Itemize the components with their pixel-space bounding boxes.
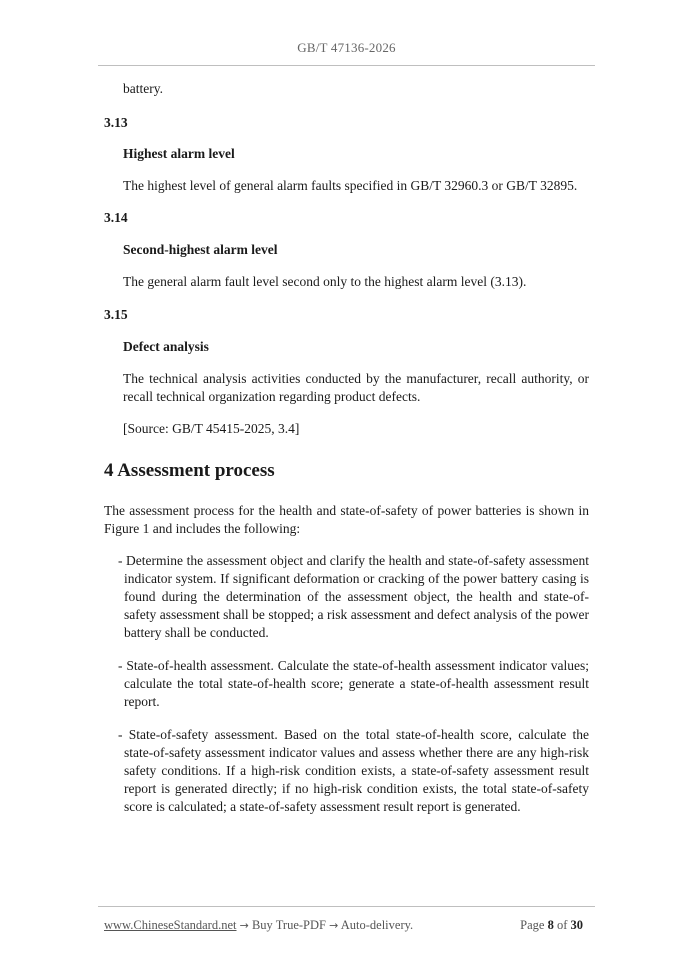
clause-number-3-13: 3.13	[104, 115, 128, 130]
footer-promo	[104, 918, 413, 933]
term-highest-alarm-level: Highest alarm level	[123, 146, 235, 161]
delivery-text: Auto-delivery.	[340, 918, 414, 932]
term-second-highest-alarm-level: Second-highest alarm level	[123, 242, 278, 257]
buy-text: Buy True-PDF	[251, 918, 326, 932]
header-divider	[98, 65, 595, 66]
of-word: of	[556, 918, 568, 932]
right-arrow-icon: →	[239, 919, 249, 932]
page-number	[520, 918, 583, 933]
footer-divider	[98, 906, 595, 907]
section-heading: 4 Assessment process	[104, 460, 275, 481]
page-header: GB/T 47136-2026	[297, 40, 396, 55]
list-item: - State-of-health assessment. Calculate the state-of-health assessment indicator values; calculate the total state-of-health score; generate a state-of-health assessment result report.	[118, 658, 589, 709]
definition-3-13: The highest level of general alarm faults specified in GB/T 32960.3 or GB/T 32895.	[123, 178, 578, 193]
section-intro: The assessment process for the health and state-of-safety of power batteries is shown in Figure 1 and includes the following:	[104, 503, 589, 536]
continuation-text: battery.	[123, 81, 163, 96]
site-link[interactable]: www.ChineseStandard.net	[104, 918, 237, 932]
right-arrow-icon: →	[329, 919, 339, 932]
source-note: [Source: GB/T 45415-2025, 3.4]	[123, 421, 300, 436]
definition-3-15: The technical analysis activities conducted by the manufacturer, recall authority, or recall technical organization regarding product defects.	[123, 371, 589, 404]
clause-number-3-15: 3.15	[104, 307, 128, 322]
page-current: 8	[547, 918, 554, 932]
term-defect-analysis: Defect analysis	[123, 339, 209, 354]
clause-number-3-14: 3.14	[104, 210, 128, 225]
list-item: - Determine the assessment object and clarify the health and state-of-safety assessment indicator system. If significant deformation or cracking of the power battery casing is found during the determination of the assessment object, the health and state-of-safety assessment shall be stopped; a risk assessment and defect analysis of the power battery shall be conducted.	[118, 553, 589, 640]
definition-3-14: The general alarm fault level second only to the highest alarm level (3.13).	[123, 274, 527, 289]
page-word: Page	[520, 918, 545, 932]
list-item: - State-of-safety assessment. Based on the total state-of-health score, calculate the state-of-safety assessment indicator values and assess whether there are any high-risk safety conditions. If a high-risk condition exists, a state-of-safety assessment result report is generated directly; if no high-risk condition exists, the total state-of-safety score is calculated; a state-of-safety assessment result report is generated.	[118, 727, 589, 814]
page-total: 30	[570, 918, 583, 932]
